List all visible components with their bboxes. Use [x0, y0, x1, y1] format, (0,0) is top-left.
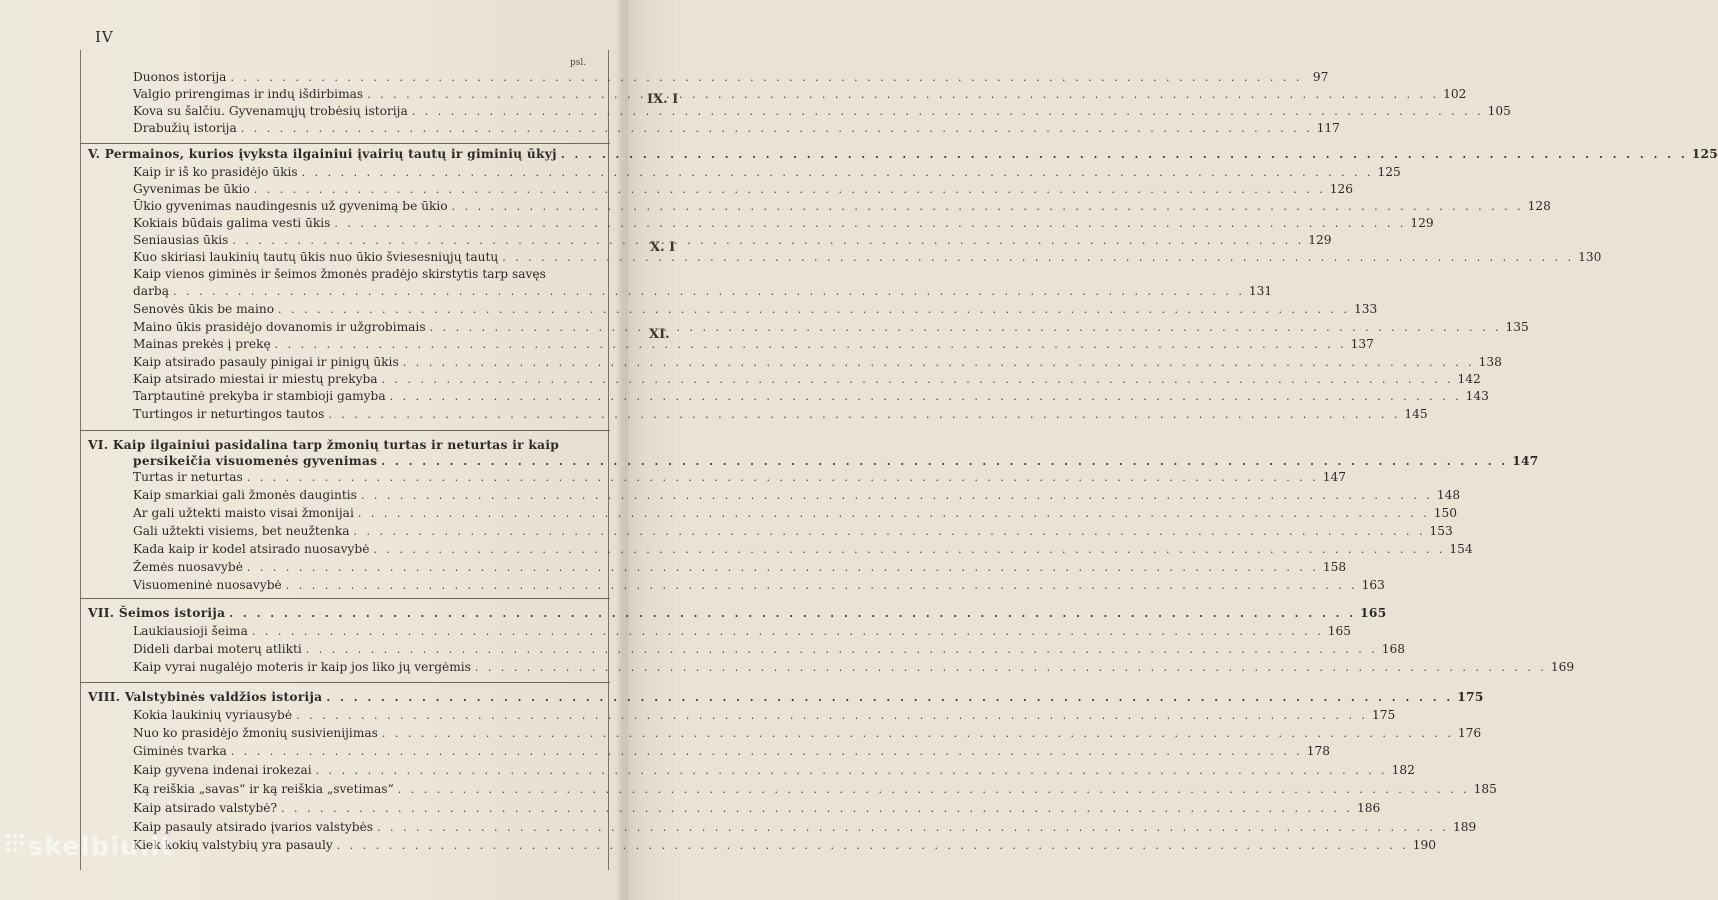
toc-page-number: 129 [1410, 216, 1434, 230]
toc-entry-title: Kokiais būdais galima vesti ūkis [133, 216, 331, 230]
toc-entry-title: Kaip atsirado valstybė? [133, 801, 278, 815]
toc-page-number: 148 [1436, 488, 1461, 502]
dot-leader [475, 661, 1547, 674]
toc-entry-title: Kaip atsirado miestai ir miestų prekyba [133, 372, 378, 386]
watermark-logo-icon [6, 834, 26, 856]
toc-page-number: 138 [1478, 355, 1502, 369]
dot-leader [373, 543, 1445, 556]
toc-chapter-entry [88, 606, 1387, 623]
toc-page-number: 175 [1372, 708, 1396, 722]
dot-leader [247, 561, 1319, 574]
adjacent-page-label: IX. I [647, 92, 679, 107]
toc-page-number: 102 [1443, 87, 1467, 101]
toc-entry-title: Tarptautinė prekyba ir stambioji gamyba [133, 389, 386, 403]
toc-chapter-entry [133, 454, 1539, 471]
dot-leader [377, 821, 1449, 834]
page-number: IV [95, 28, 114, 46]
toc-page-number: 150 [1433, 506, 1458, 520]
dot-leader [275, 338, 1347, 351]
toc-entry [133, 372, 1481, 389]
toc-entry [133, 199, 1551, 216]
toc-entry-title: Gyvenimas be ūkio [133, 182, 250, 196]
dot-leader [381, 455, 1508, 468]
adjacent-page-label: X. I [650, 240, 676, 255]
toc-entry [133, 801, 1381, 818]
dot-leader [173, 285, 1245, 298]
toc-page-number: 185 [1473, 782, 1497, 796]
toc-page-number: 182 [1391, 763, 1415, 777]
toc-entry [133, 642, 1405, 659]
toc-entry-title: Kaip vienos giminės ir šeimos žmonės pradėjo skirstytis tarp savęs [133, 267, 546, 281]
toc-entry [133, 763, 1415, 780]
dot-leader [367, 88, 1439, 101]
dot-leader [382, 373, 1454, 386]
dot-leader [337, 839, 1409, 852]
toc-entry [133, 838, 1436, 855]
toc-entry-title: Nuo ko prasidėjo žmonių susivienijimas [133, 726, 378, 740]
toc-entry [133, 165, 1401, 182]
toc-entry-title: Kova su šalčiu. Gyvenamųjų trobėsių istorija [133, 104, 408, 118]
toc-chapter-entry [88, 690, 1484, 707]
toc-entry [133, 121, 1340, 138]
toc-entry [133, 337, 1374, 354]
toc-entry [133, 744, 1331, 761]
toc-entry-title: Ką reiškia „savas“ ir ką reiškia „svetimas“ [133, 782, 394, 796]
toc-entry [133, 820, 1477, 837]
toc-entry [133, 216, 1434, 233]
toc-entry-title: Turtingos ir neturtingos tautos [133, 407, 325, 421]
toc-entry [133, 560, 1347, 577]
toc-page-number: 165 [1327, 624, 1352, 638]
toc-entry [133, 624, 1352, 641]
dot-leader [361, 489, 1433, 502]
toc-page-number: 153 [1429, 524, 1453, 538]
dot-leader [230, 71, 1302, 84]
toc-page-number: 158 [1322, 560, 1347, 574]
toc-entry [133, 470, 1346, 487]
toc-entry-title: VII. Šeimos istorija [88, 606, 226, 620]
toc-entry [133, 506, 1458, 523]
toc-page-number: 190 [1412, 838, 1436, 852]
toc-entry-title: Žemės nuosavybė [133, 560, 243, 574]
toc-entry [133, 708, 1396, 725]
toc-page-number: 175 [1457, 690, 1484, 704]
toc-entry-title: Ūkio gyvenimas naudingesnis už gyvenimą be ūkio [133, 199, 448, 213]
toc-entry-title: Kaip gyvena indenai irokezai [133, 763, 312, 777]
toc-page-number: 97 [1312, 70, 1329, 84]
toc-page-number: 163 [1361, 578, 1385, 592]
toc-entry-title: Kada kaip ir kodel atsirado nuosavybė [133, 542, 370, 556]
toc-page-number: 165 [1360, 606, 1387, 620]
toc-entry [133, 407, 1428, 424]
dot-leader [358, 507, 1430, 520]
toc-entry-title: persikeičia visuomenės gyvenimas [133, 454, 378, 468]
toc-page-number: 135 [1505, 320, 1529, 334]
dot-leader [278, 303, 1350, 316]
toc-page-number: 145 [1404, 407, 1428, 421]
toc-entry-title: Maino ūkis prasidėjo dovanomis ir užgrobimais [133, 320, 426, 334]
toc-page-number: 143 [1465, 389, 1489, 403]
toc-entry [133, 660, 1575, 677]
dot-leader [403, 356, 1475, 369]
toc-page-number: 189 [1453, 820, 1477, 834]
watermark-text: skelbiu.lt [28, 832, 174, 862]
toc-entry-title: Kaip atsirado pasauly pinigai ir pinigų ūkis [133, 355, 399, 369]
toc-page-number: 117 [1316, 121, 1340, 135]
toc-entry-title: Kiek kokių valstybių yra pasauly [133, 838, 333, 852]
dot-leader [232, 234, 1304, 247]
toc-page-number: 125 [1691, 147, 1718, 161]
toc-page-number: 131 [1248, 284, 1273, 298]
toc-entry-title: Drabužių istorija [133, 121, 237, 135]
dot-leader [452, 200, 1524, 213]
toc-entry [133, 70, 1329, 87]
toc-entry-title: Senovės ūkis be maino [133, 302, 275, 316]
dot-leader [354, 525, 1426, 538]
toc-entry-title: Kaip ir iš ko prasidėjo ūkis [133, 165, 298, 179]
toc-entry-title: Dideli darbai moterų atlikti [133, 642, 302, 656]
toc-entry-title: VIII. Valstybinės valdžios istorija [88, 690, 323, 704]
toc-entry-title: Kuo skiriasi laukinių tautų ūkis nuo ūkio šviesesniųjų tautų [133, 250, 499, 264]
dot-leader [502, 251, 1574, 264]
toc-page-number: 129 [1308, 233, 1332, 247]
toc-entry-title: Laukiausioji šeima [133, 624, 248, 638]
dot-leader [252, 625, 1324, 638]
toc-entry [133, 578, 1385, 595]
toc-page-number: 176 [1457, 726, 1482, 740]
toc-page-number: 126 [1329, 182, 1353, 196]
dot-leader [229, 607, 1356, 620]
toc-entry [133, 284, 1273, 301]
toc-entry [133, 104, 1511, 121]
dot-leader [316, 764, 1388, 777]
dot-leader [302, 166, 1374, 179]
toc-page-number: 154 [1449, 542, 1473, 556]
dot-leader [241, 122, 1313, 135]
toc-entry [133, 182, 1353, 199]
dot-leader [326, 691, 1453, 704]
toc-entry-title: Turtas ir neturtas [133, 470, 243, 484]
page-column-label: psl. [570, 58, 587, 68]
toc-entry-title: Visuomeninė nuosavybė [133, 578, 282, 592]
toc-page-number: 147 [1512, 454, 1539, 468]
toc-entry-title: Valgio prirengimas ir indų išdirbimas [133, 87, 364, 101]
toc-entry [133, 355, 1502, 372]
toc-entry-title: Seniausias ūkis [133, 233, 229, 247]
toc-page-number: 137 [1350, 337, 1374, 351]
toc-entry-title: Mainas prekės į prekę [133, 337, 271, 351]
toc-entry-title: V. Permainos, kurios įvyksta ilgainiui įvairių tautų ir giminių ūkyj [88, 147, 557, 161]
toc-entry [133, 389, 1489, 406]
toc-entry [133, 302, 1378, 319]
dot-leader [390, 390, 1462, 403]
toc-entry [133, 250, 1602, 267]
dot-leader [334, 217, 1406, 230]
toc-page-number: 169 [1550, 660, 1575, 674]
toc-entry [133, 782, 1497, 799]
toc-page-number: 133 [1353, 302, 1378, 316]
dot-leader [306, 643, 1378, 656]
dot-leader [430, 321, 1502, 334]
toc-chapter-entry [88, 438, 595, 455]
toc-page-number: 128 [1527, 199, 1551, 213]
toc-entry-title: darbą [133, 284, 169, 298]
toc-page-number: 147 [1322, 470, 1346, 484]
adjacent-page-label: XI. [649, 327, 670, 342]
toc-page-number: 125 [1377, 165, 1401, 179]
toc-entry [133, 267, 595, 284]
dot-leader [561, 148, 1688, 161]
toc-chapter-entry [88, 147, 1718, 164]
toc-entry-title: Giminės tvarka [133, 744, 227, 758]
toc-page-number: 105 [1487, 104, 1511, 118]
toc-entry-title: Gali užtekti visiems, bet neužtenka [133, 524, 350, 538]
dot-leader [231, 745, 1303, 758]
toc-page-number: 142 [1457, 372, 1481, 386]
toc-entry-title: Ar gali užtekti maisto visai žmonijai [133, 506, 354, 520]
dot-leader [247, 471, 1319, 484]
dot-leader [281, 802, 1353, 815]
dot-leader [254, 183, 1326, 196]
toc-entry [133, 542, 1473, 559]
dot-leader [382, 727, 1454, 740]
toc-entry-title: Duonos istorija [133, 70, 227, 84]
dot-leader [286, 579, 1358, 592]
toc-entry [133, 524, 1453, 541]
toc-entry-title: Kaip vyrai nugalėjo moteris ir kaip jos liko jų vergėmis [133, 660, 471, 674]
toc-entry-title: Kaip pasauly atsirado įvarios valstybės [133, 820, 374, 834]
toc-page-number: 130 [1578, 250, 1602, 264]
toc-entry [133, 726, 1482, 743]
toc-entry-title: VI. Kaip ilgainiui pasidalina tarp žmonių turtas ir neturtas ir kaip [88, 438, 560, 452]
toc-entry-title: Kokia laukinių vyriausybė [133, 708, 293, 722]
dot-leader [296, 709, 1368, 722]
toc-page-number: 168 [1381, 642, 1405, 656]
toc-entry [133, 488, 1461, 505]
dot-leader [328, 408, 1400, 421]
dot-leader [412, 105, 1484, 118]
toc-entry-title: Kaip smarkiai gali žmonės daugintis [133, 488, 357, 502]
toc-page-number: 186 [1356, 801, 1381, 815]
toc-page-number: 178 [1306, 744, 1331, 758]
dot-leader [398, 783, 1470, 796]
